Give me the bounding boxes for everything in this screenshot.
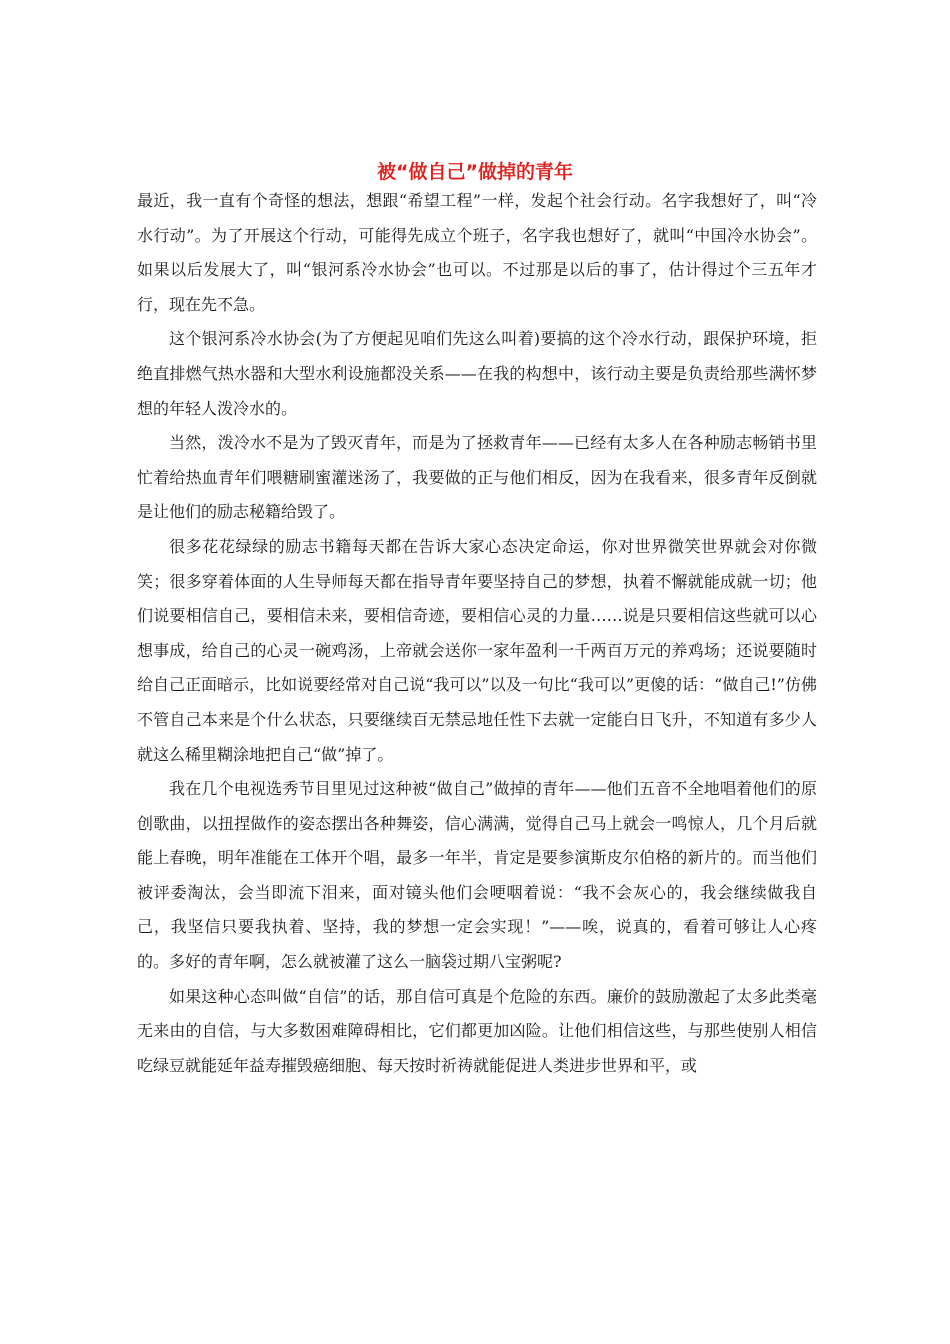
paragraph: 当然，泼冷水不是为了毁灭青年，而是为了拯救青年——已经有太多人在各种励志畅销书里忙着给热血青年们喂糖刷蜜灌迷汤了，我要做的正与他们相反，因为在我看来，很多青年反倒就是让他们的励志秘籍给毁了。 [137,433,817,522]
paragraph: 这个银河系冷水协会(为了方便起见咱们先这么叫着)要搞的这个冷水行动，跟保护环境，拒绝直排燃气热水器和大型水利设施都没关系——在我的构想中，该行动主要是负责给那些满怀梦想的年轻人泼冷水的。 [137,329,817,418]
paragraph: 我在几个电视选秀节目里见过这种被“做自己”做掉的青年——他们五音不全地唱着他们的原创歌曲，以扭捏做作的姿态摆出各种舞姿，信心满满，觉得自己马上就会一鸣惊人，几个月后就能上春晚，明年准能在工体开个唱，最多一年半，肯定是要参演斯皮尔伯格的新片的。而当他们被评委淘汰，会当即流下泪来，面对镜头他们会哽咽着说：“我不会灰心的，我会继续做我自己，我坚信只要我执着、坚持，我的梦想一定会实现！”——唉，说真的，看着可够让人心疼的。多好的青年啊，怎么就被灌了这么一脑袋过期八宝粥呢? [137,779,817,972]
paragraph: 最近，我一直有个奇怪的想法，想跟“希望工程”一样，发起个社会行动。名字我想好了，叫“冷水行动”。为了开展这个行动，可能得先成立个班子，名字我也想好了，就叫“中国冷水协会”。如果以后发展大了，叫“银河系冷水协会”也可以。不过那是以后的事了，估计得过个三五年才行，现在先不急。 [137,191,817,314]
document-body [137,184,817,1083]
document-title: 被“做自己”做掉的青年 [377,161,573,183]
paragraph: 很多花花绿绿的励志书籍每天都在告诉大家心态决定命运，你对世界微笑世界就会对你微笑；很多穿着体面的人生导师每天都在指导青年要坚持自己的梦想，执着不懈就能成就一切；他们说要相信自己，要相信未来，要相信奇迹，要相信心灵的力量……说是只要相信这些就可以心想事成，给自己的心灵一碗鸡汤，上帝就会送你一家年盈利一千两百万元的养鸡场；还说要随时给自己正面暗示，比如说要经常对自己说“我可以”以及一句比“我可以”更傻的话：“做自己!”仿佛不管自己本来是个什么状态，只要继续百无禁忌地任性下去就一定能白日飞升，不知道有多少人就这么稀里糊涂地把自己“做”掉了。 [137,536,817,764]
paragraph: 如果这种心态叫做“自信”的话，那自信可真是个危险的东西。廉价的鼓励激起了太多此类毫无来由的自信，与大多数困难障碍相比，它们都更加凶险。让他们相信这些，与那些使别人相信吃绿豆就能延年益寿摧毁癌细胞、每天按时祈祷就能促进人类进步世界和平，或 [137,986,817,1075]
